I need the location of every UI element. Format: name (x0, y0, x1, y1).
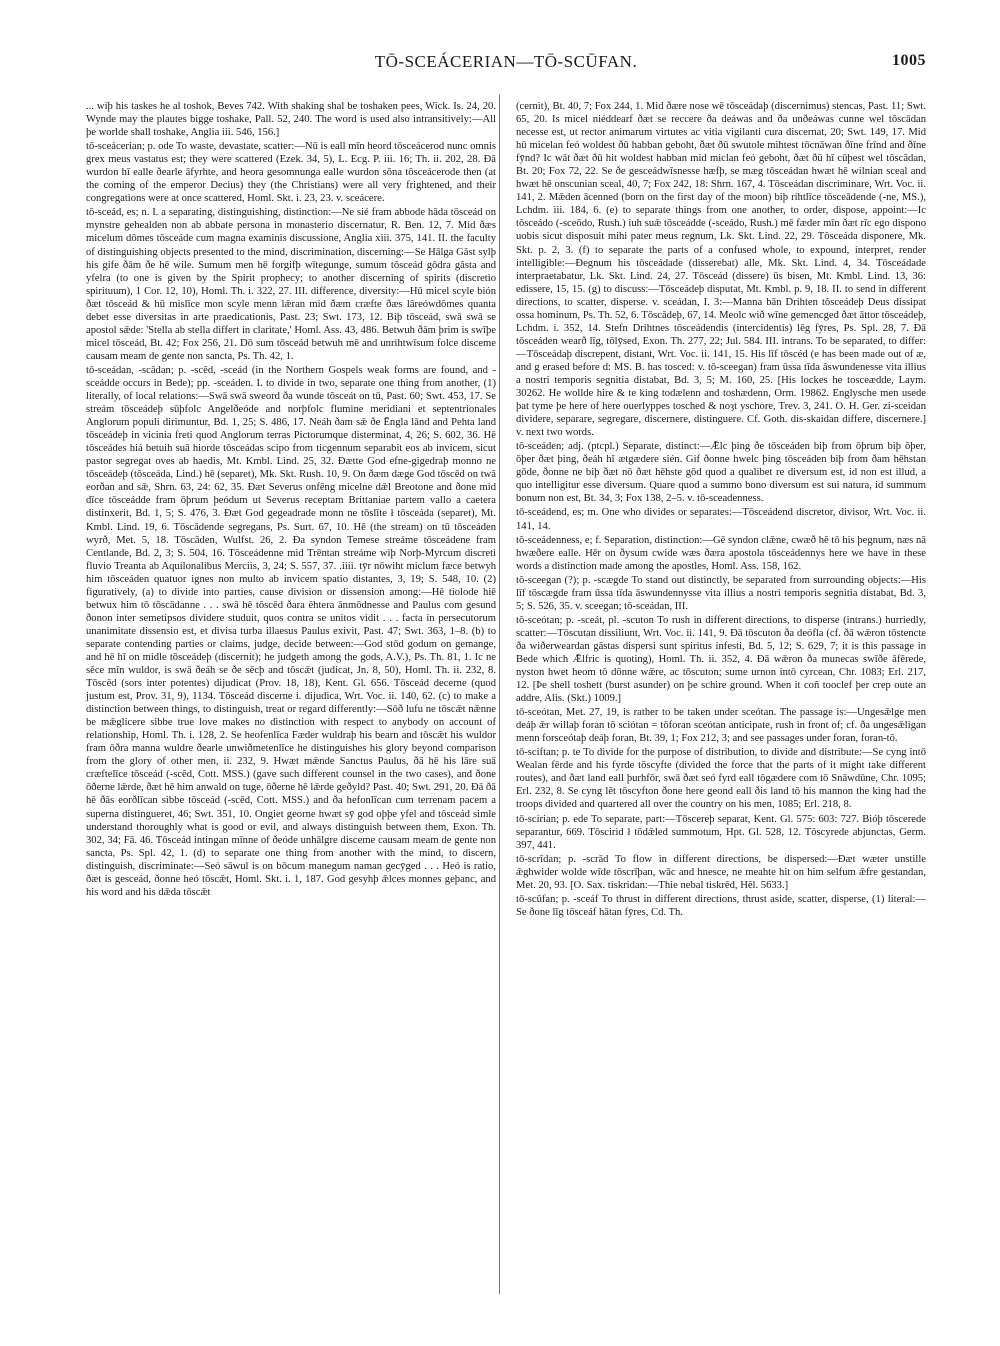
entry-paragraph: tō-sceáden; adj. (ptcpl.) Separate, distinct:—Ǣlc þing ðe tōsceáden biþ from ōþrum biþ ōþer, ōþer ðæt þing, ðeáh hī ætgædere sién. Gif ðonne hwelc þing tōsceáden biþ from ðam hēhstan gōde, ðonne ne biþ ðæt nō ðæt hēhste gōd quod a qualibet re diversum est, id non est illud, a quo intelligitur esse diversum. Quare quod a summo bono diversum est sui natura, id summum bonum non est, Bt. 34, 3; Fox 138, 2–5. v. tō-sceadenness. (516, 441, 926, 505)
running-head (86, 52, 926, 80)
entry-paragraph: tō-sceegan (?); p. -scægde To stand out distinctly, be separated from surrounding objects:—His līf tōscægde fram ūssa tīda āswundennysse vita illius a nostri temporis segnitia distabat, Bd. 3, 5; S. 526, 35. v. sceegan; tō-sceádan, III. (516, 574, 926, 612)
entry-paragraph: tō-scūfan; p. -sceáf To thrust in different directions, thrust aside, scatter, disperse, (1) literal:—Se ðone līg tōsceáf hātan fȳres, Cd. Th. (516, 893, 926, 918)
left-column (86, 100, 496, 919)
entry-paragraph: ... wiþ his taskes he al toshok, Beves 742. With shaking shal be toshaken pees, Wick. Is. 24, 20. Wynde may the plautes bigge toshake, Pall. 52, 240. The word is used also intransitively:—All þe worlde shall toshake, Anglia iii. 546, 156.] (86, 101, 496, 139)
entry-paragraph: tō-sceádan, -scādan; p. -scēd, -sceád (in the Northern Gospels weak forms are found, and -sceádde occurs in Bede); pp. -sceáden. I. to divide in two, separate one thing from another, (1) literally, of local relations:—Swā swā sweord ða wunde tōsceát on tū, Past. 60; Swt. 453, 17. Se streám tōsceádeþ sūþfolc Angelðeóde and norþfolc flumine meridiani et septentrionales Anglorum populi dirimuntur, Bd. 1, 25; S. 486, 17. Neáh ðam sǣ ðe Ēngla lānd and Pehta land tōsceádeþ in vicinia freti quod Anglorum terras Pictorumque disterminat, 4, 26; S. 602, 36. Hē tōsceádes hiá betuih suā hiorde tōsceádas scipo from ticgennum separabit eos ab invicem, sicut pastor segregat oves ab haedis, Mt. Kmbl. Lind. 25, 32. Ðætte God efne-gigedraþ monno ne tōsceádeþ (tōsceáda, Lind.) hē (separet), Mk. Skt. Rush. 10, 9. On ðæm dæge God tōscēd on twā eorðan and sǣ, Shrn. 63, 24: 62, 35. Ðæt Severus onfēng micelne dǣl Breotone and ðone mid dīce tōsceádde fram ōþrum þeódum ut Severus receptam Brittaniae partem vallo a caetera distinxerit, Bd. 1, 5; S. 476, 3. Ðæt God gegeadrade monn ne tōslīte ł tōsceáda (separet), Mt. Kmbl. Lind. 19, 6. Tōscādende segregans, Ps. Surt. 67, 10. Hē (the stream) on tū tōsceáden wyrð, Met. 5, 18. Tōscāden, Wulfst. 26, 2. Ða syndon Temese streáme tōsceádene fram Centlande, Bd. 2, 3; S. 504, 16. Tōsceádenne mid Trēntan streáme wiþ Norþ-Myrcum discreti fluvio Treanta ab Aquilonalibus Merciis, 3, 24; S. 557, 37. .iiii. tȳr nōwiht miclum fæce betwyh him tōsceáden quatuor ignes non multo ab invicem spatio distantes, 3, 19; S. 548, 10. (2) figuratively, (a) to divide into parties, cause division or dissension among:—Hē tiolode hiē betwux him tō tōscādanne . . . swā hē tōscēd ðara ēhtera ānmōdnesse and Paulus com gesund ðonon inter semetipsos dividere studuit, quos contra se unitos vidit . . . facta in persecutorum unanimitate dissensio est, et divisa turba illaesus Paulus exivit, Past. 47; Swt. 363, 1–8. (b) to separate contending parties or claims, judge, decide between:—God stōd godum on gemange, and hē hī on midle tōsceádeþ (discernit); he judgeth among the gods, A.V.), Ps. Th. 81, 1. Ic ne sēce mīn wuldor, is swā ðeáh se ðe sēcþ and tōscǣt (judicat, Jn. 8, 50), Homl. Th. ii. 232, 8. Tōscēd (sors inter potentes) dijudicat (Prov. 18, 18), Kent. Gl. 656. Tōsceád decerne (quod justum est, Prov. 31, 9), 1134. Tōsceád discerne i. dijudica, Wrt. Voc. ii. 140, 62. (c) to make a distinction between things, to distinguish, treat or regard differently:—Sōð lufu ne tōscǣt nǣnne be mǣglicere sibbe true love makes no distinction with respect to anybody on account of relationship, Homl. Th. i. 128, 2. Se heofenlīca Fæder wuldraþ his bearn and tōscǣt his wuldor fram ōðra manna wuldre ðearle unwiðmetenlīce he distinguishes his glory beyond comparison from the glory of other men, ii. 232, 9. Hwæt mǣnde Sanctus Paulus, ðā hē his lāre suā cræftelīce tōsceád (-scēd, Cott. MSS.) (gave such different counsel in the two cases), and ðone ōðerne lǣrde, ðæt hē him anwald on tuge, ōðerne hē lǣrde geðyld? Past. 40; Swt. 291, 20. Ðā ðā hē ðās eorðlīcan sibbe tōsceád (-scēd, Cott. MSS.) and ða hefonlīcan cum terrenam pacem a superna distingueret, 46; Swt. 351, 10. Ongiet georne hwæt sȳ god oþþe yfel and tōsceád simle understand thoroughly what is good or evil, and always distinguish between them, Exon. Th. 302, 34; Fā. 46. Tōsceád intingan mīnne of ðeóde unhālgre disceme causam meam de gente non sancta, Ps. Spl. 42, 1. (d) to separate one thing from another with the mind, to discern, distinguish, discriminate:—Seó sāwul is on bōcum manegum naman gecȳged . . . Heó is ratio, ðæt is gesceád, ðonne heó tōscǣt, Homl. Skt. i. 1, 187. God gesyhþ ǣlces monnes geþanc, and his word and his dǣda tōscǣt (86, 364, 496, 898)
entry-paragraph: tō-sciftan; p. te To divide for the purpose of distribution, to divide and distribute:—Se cyng intō Wealan fērde and his fyrde tōscyfte (divided the force that the parts of it might take different routes), and ðæt land eall þurhfōr, swā ðæt seó fyrd eall tōgædere com tō Snāwdūne, Chr. 1095; Erl. 232, 8. Se cyng lēt tōscyfton ðone here geond eall ðis land tō his mannon the king had the troops divided and quartered all over the country on his men, 1085; Erl. 218, 8. (516, 747, 926, 811)
entry-paragraph: tō-sceád, es; n. I. a separating, distinguishing, distinction:—Ne sié fram abbode hāda tōsceád on mynstre gehealden non ab abbate persona in monasterio discernatur, R. Ben. 12, 7. Mid ðæs micelum dōmes tōsceáde cum magna examinis discussione, Anglia xiii. 375, 141. II. the faculty of distinguishing objects presented to the mind, discrimination, discerning:—Se Hālga Gāst sylþ his gife ðām ðe hē wile. Sumum men hē forgifþ wītegunge, sumum tōsceád gōdra gāsta and yfelra (to one is given by the Spirit prophecy; to another discerning of spirits (discretio spirituum), 1 Cor. 12, 10), Homl. Th. i. 322, 27. III. difference, diversity:—Hū micel scyle bión ðæt tōsceád & hū mislīce mon scyle menn lǣran mid ðæm cræfte ðæs lāreówdōmes quanta debet esse diversitas in arte praedicationis, Past. 23; Swt. 173, 12. Biþ tōsceád, swā swā se apostol sǣde: 'Stella ab stella differt in claritate,' Homl. Ass. 43, 486. Betwuh ðām þrim is swīþe micel tōsceád, Bt. 42; Fox 256, 21. Dō sum tōsceád betwuh mē and unrihtwīsum folce disceme causam meam de gente non sancta, Ps. Th. 42, 1. (86, 207, 496, 362)
entry-paragraph: tō-sceádend, es; m. One who divides or separates:—Tōsceádend discretor, divisor, Wrt. Voc. ii. 141, 14. (516, 507, 926, 532)
column-divider (499, 94, 500, 1294)
running-title: TŌ-SCEÁCERIAN—TŌ-SCŪFAN. (374, 52, 638, 71)
entry-paragraph: tō-sceádenness, e; f. Separation, distinction:—Gē syndon clǣne, cwæð hē tō his þegnum, næs nā hwæðere ealle. Hēr on ðysum cwide wæs ðæra apostola tōsceádennys here we have in these words a distinction made among the apostles, Homl. Ass. 158, 162. (516, 534, 926, 572)
entry-paragraph: tō-sceácerian; p. ode To waste, devastate, scatter:—Nū is eall mīn heord tōsceácerod nunc omnis grex meus vastatus est; they were scattered (Ezek. 34, 5), L. Ecg. P. iii. 16; Th. ii. 202, 28. Ðā wurdon hī ealle ðearle āfyrhte, and heora gesomnunga ealle wurdon sōna tōsceácerode then (at the coming of the emperor Decius) they (the Christians) were all very frightened, and their congregations were at once scattered, Homl. Skt. i. 23, 23. v. sceácere. (86, 141, 496, 205)
right-column (516, 100, 926, 919)
entry-paragraph: tō-sceótan; p. -sceát, pl. -scuton To rush in different directions, to disperse (intrans.) hurriedly, scatter:—Tōscutan dissiliunt, Wrt. Voc. ii. 141, 9. Ðā tōscuton ða deófla (cf. ðā wǣron tōstencte ða wiðerweardan gāstas dispersi sunt spiritus infesti, Bd. 5, 12; S. 629, 7; it is this passage in Bede which Ǣlfric is quoting), Homl. Th. ii. 352, 4. Ðā wǣron ða munecas swīðe āfērede, nyston hwet heom tō dōnne wǣre, ac tōscuton; sume urnon intō cyrcean, Chr. 1083; Erl. 217, 12. [Þe shell toshett (burst asunder) on þe schire ground. When it coñ tooclef þer crep oute an addre, Alis. (Skt.) 1009.] (516, 614, 926, 705)
entry-paragraph: tō-sceótan, Met. 27, 19, is rather to be taken under sceótan. The passage is:—Ungesǣlge men deáþ ǣr willaþ foran tō sciótan = tōforan sceótan anticipate, rush in front of; cf. ða ungesǣligan menn forsceótaþ deáþ foran, Bt. 39, 1; Fox 212, 3; and see passages under foran, foran-tō. (516, 707, 926, 745)
entry-paragraph: tō-scrīdan; p. -scrād To flow in different directions, be dispersed:—Ðæt wæter unstille ǣghwider wolde wīde tōscrīþan, wāc and hnesce, ne meahte hit on him selfum ǣfre gestandan, Met. 20, 93. [O. Sax. tiskridan:—Thie nebal tiskrēd, Hēl. 5633.] (516, 853, 926, 891)
entry-paragraph: (cernit), Bt. 40, 7; Fox 244, 1. Mid ðære nose wē tōsceádaþ (discernimus) stencas, Past. 11; Swt. 65, 20. Is micel niéddearf ðæt se reccere ða deáwas and ða unðeáwas cunne wel tōscādan necesse est, ut rector animarum virtutes ac vitia vigilanti cura discernat, 20; Swt. 149, 17. Mid hū micelan feó woldest ðū habban geboht, ðæt ðū swutole mihtest tōcnāwan ðīne frīnd and ðīne fȳnd? Ic wāt ðæt ðū hit woldest habban mid miclan feó geboht, ðæt ðū hī cūþest wel tōscādan, Bt. 20; Fox 72, 22. Se ðe gesceádwīsnesse hæfþ, se mæg tōsceádan hwæt hē wilnian sceal and hwæt hē onscunian sceal, 40, 7; Fox 242, 18: Shrn. 167, 4. Tōsceádan discriminare, Wrt. Voc. ii. 141, 2. Mǣden ācenned (born on the first day of the moon) biþ rihtlīce tōsceādende (-ne, MS.), Lchdm. iii. 184, 6. (e) to separate things from one another, to order, dispose, appoint:—Ic tōsceádo (-sceōdo, Rush.) iuh suǣ tōsceádde (-sceádo, Rush.) mē fæder mīn ðæt rīc ego dispono uobis sicut disposuit mihi pater meus regnum, Lk. Skt. Lind. 22, 29. Tōsceáda disponere, Mk. Skt. p. 2, 3. (f) to separate the parts of a confused whole, to expound, interpret, render intelligible:—Ðegnum his tōsceádade (disserebat) alle, Mk. Skt. Lind. 4, 34. Tōsceádade interpraetabatur, Lk. Skt. Lind. 24, 27. Tōsceád (dissere) ūs bisen, Mt. Kmbl. Lind. 13, 36: edissere, 15, 15. (g) to discuss:—Tōsceádeþ disputat, Mt. Kmbl. p. 9, 18. II. to send in different directions, to scatter, disperse. v. sceádan, I. 3:—Manna bān Drihten tōsceádeþ Deus dissipat ossa hominum, Ps. Th. 52, 6. Tōscādeþ, 67, 14. Meolc wið wīne gemencged ðæt āttor tōsceádeþ, Lchdm. i. 352, 14. Stefn Drihtnes tōsceádendis (intercidentis) lēg fȳres, Ps. Spl. 28, 7. Ðā tōsceáden wearð līg, tōlȳsed, Exon. Th. 277, 22; Jul. 584. III. intrans. To be separated, to differ:—Tōsceádaþ discrepent, distant, Wrt. Voc. ii. 141, 15. His līf tōscéd (e has been made out of æ, and g erased before d: MS. B. has tosced: v. tō-sceegan) fram ūssa tīda āswundenesse vita illius a nostri temporis segnitia distabat, Bd. 3, 5; M. 160, 25. [His lockes he tosceædde, Laym. 30262. He wollde hire & te king todælenn and toshædenn, Orm. 19862. Englysche men usede þat tyme þe here of here ouerlyppes tosched & noȝt yschore, Trev. 3, 241. O. H. Ger. zi-sceidan dividere, separare, segregare, discernere, distinguere. Cf. Goth. dis-skaidan differe, discernere.] v. next two words. (516, 101, 926, 439)
columns (86, 100, 926, 919)
entry-paragraph: tō-scirian; p. ede To separate, part:—Tōscereþ separat, Kent. Gl. 575: 603: 727. Bióþ tōscerede separantur, 669. Tōscirid ł tōdǣled summotum, Hpt. Gl. 528, 12. Tōscyrede abjunctas, Germ. 397, 441. (516, 813, 926, 851)
page-number: 1005 (892, 52, 926, 69)
